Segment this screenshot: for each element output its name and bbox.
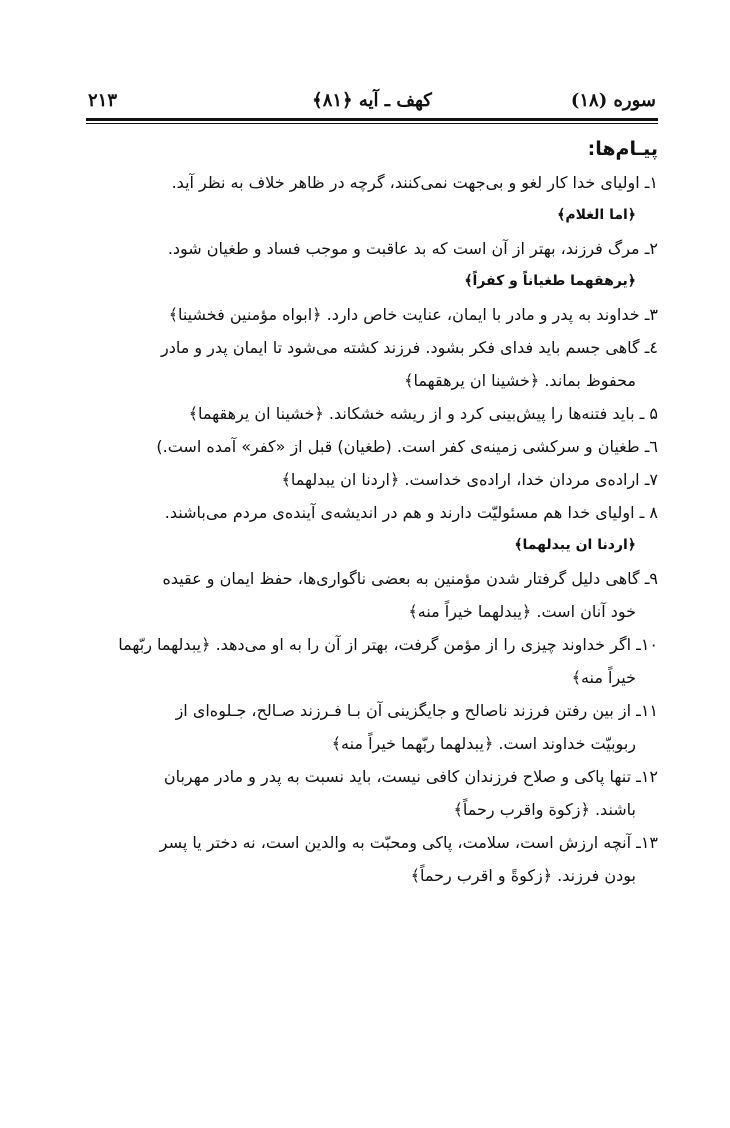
header-rule [86,118,658,121]
message-item [86,232,658,298]
message-line: خود آنان است. ﴿یبدلهما خیراً منه﴾ [408,602,636,621]
message-item [86,628,658,694]
quran-reference: ﴿اردنا ان یبدلهما﴾ [514,537,636,553]
surah-label: سوره (۱۸) [570,90,656,111]
message-line: ۱ـ اولیای خدا کار لغو و بی‌جهت نمی‌کنند، گرچه در ظاهر خلاف به نظر آید. [171,173,658,192]
quran-reference: ﴿اما الغلام﴾ [557,207,636,223]
message-line: ۱۳ـ آنچه ارزش است، سلامت، پاکی ومحبّت به والدین است، نه دختر یا پسر [159,833,658,852]
message-item [86,694,658,760]
message-item [86,298,658,331]
message-line: ۹ـ گاهی دلیل گرفتار شدن مؤمنین به بعضی ناگواری‌ها، حفظ ایمان و عقیده [162,569,658,588]
page-header [86,84,658,118]
message-item [86,496,658,562]
message-line: ۲ـ مرگ فرزند، بهتر از آن است که بد عاقبت و موجب فساد و طغیان شود. [167,239,658,258]
message-line: باشند. ﴿زکوة واقرب رحماً﴾ [453,800,636,819]
message-line: ربوبیّت خداوند است. ﴿یبدلهما ربّهما خیراً منه﴾ [331,734,636,753]
message-item [86,826,658,892]
message-line: ۳ـ خداوند به پدر و مادر با ایمان، عنایت خاص دارد. ﴿ابواه مؤمنین فخشینا﴾ [168,305,658,324]
book-page [86,84,658,892]
verse-label: کهف ـ آیه ﴿۸۱﴾ [312,90,432,111]
message-item [86,430,658,463]
message-line: ۷ـ اراده‌ی مردان خدا، اراده‌ی خداست. ﴿اردنا ان یبدلهما﴾ [281,470,658,489]
message-item [86,166,658,232]
page-number: ۲۱۳ [88,90,118,111]
quran-reference: ﴿یرهقهما طغیاناً و کفراً﴾ [464,273,636,289]
message-item [86,760,658,826]
message-line: ۱۱ـ از بین رفتن فرزند ناصالح و جایگزینی آن بـا فـرزند صـالح، جـلوه‌ای از [175,701,658,720]
header-rule-thin [86,123,658,124]
message-line: محفوظ بماند. ﴿خشینا ان یرهقهما﴾ [404,371,636,390]
message-line: ۸ ـ اولیای خدا هم مسئولیّت دارند و هم در اندیشه‌ی آینده‌ی مردم می‌باشند. [164,503,658,522]
message-item [86,331,658,397]
message-line: ٤ـ گاهی جسم باید فدای فکر بشود. فرزند کشته می‌شود تا ایمان پدر و مادر [160,338,658,357]
message-line: ۱۰ـ اگر خداوند چیزی را از مؤمن گرفت، بهتر از آن را به او می‌دهد. ﴿یبدلهما ربّهما [118,635,658,654]
message-item [86,562,658,628]
message-line: ۵ ـ باید فتنه‌ها را پیش‌بینی کرد و از ریشه خشکاند. ﴿خشینا ان یرهقهما﴾ [188,404,658,423]
section-heading: پیـام‌ها: [587,138,658,160]
message-line: ٦ـ طغیان و سرکشی زمینه‌ی کفر است. (طغیان) قبل از «کفر» آمده است.) [156,437,658,456]
message-list [86,166,658,892]
message-item [86,397,658,430]
message-line: ۱۲ـ تنها پاکی و صلاح فرزندان کافی نیست، باید نسبت به پدر و مادر مهربان [163,767,658,786]
message-line: بودن فرزند. ﴿زکوةً و اقرب رحماً﴾ [410,866,636,885]
message-item [86,463,658,496]
message-line: خیراً منه﴾ [571,668,636,687]
